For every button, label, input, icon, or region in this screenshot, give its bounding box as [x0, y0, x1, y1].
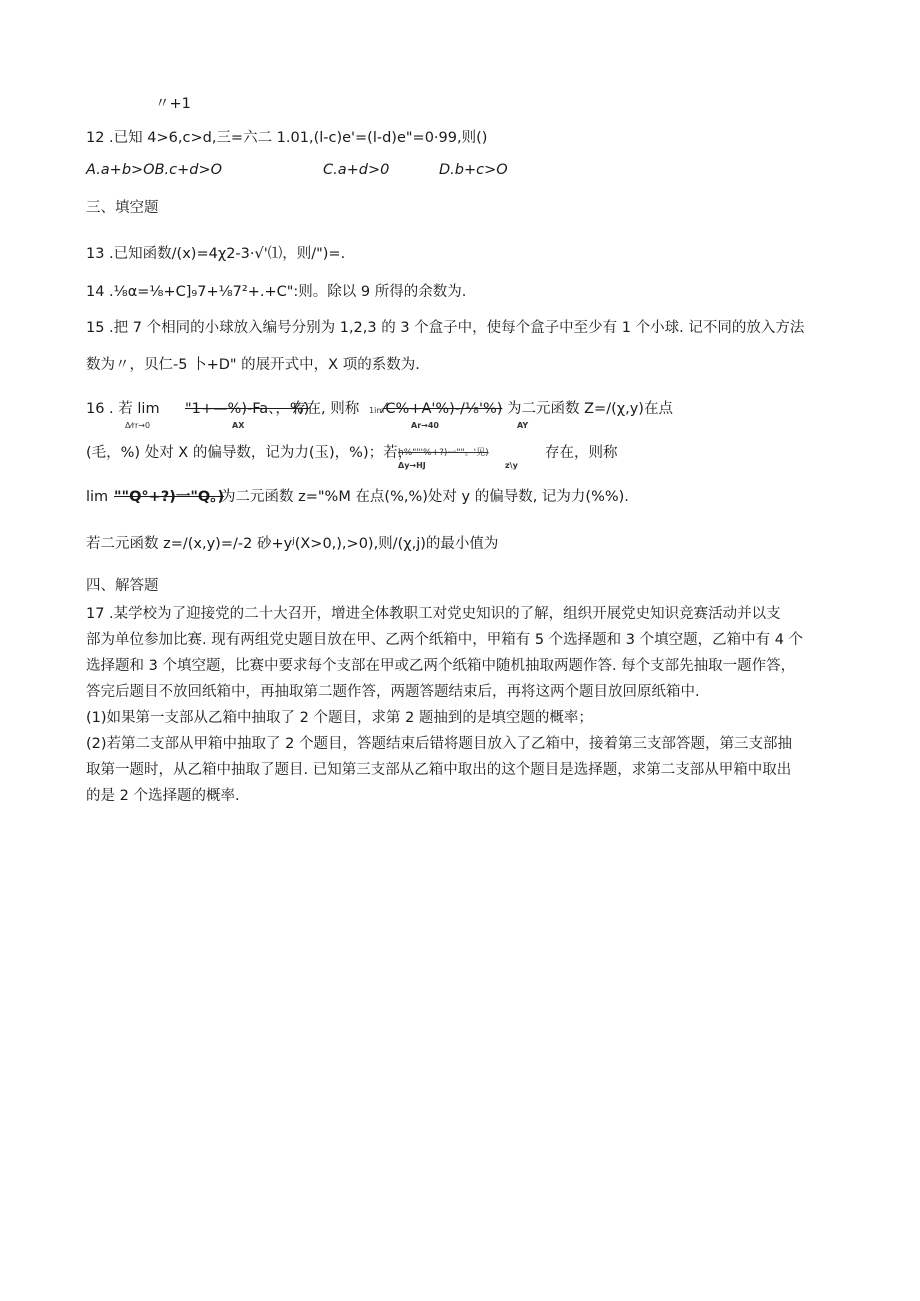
q16-sub-6: z\y	[505, 461, 518, 470]
q16-line1-a: 16 . 若 lim	[86, 401, 160, 417]
q16-sub-1: Δ⁄rr→0	[125, 421, 151, 430]
q16-sub-5: Δy→HJ	[398, 461, 426, 470]
q16-sub-3: Ar→40	[411, 421, 439, 430]
question-12-option-d: D.b+c>O	[439, 162, 508, 178]
q17-line-1: 17 .某学校为了迎接党的二十大召开，增进全体教职工对党史知识的了解，组织开展党史知识竞赛活动并以支	[86, 606, 781, 622]
q16-line2-c: 存在，则称	[545, 445, 618, 461]
question-14: 14 .⅛α=⅛+C]₉7+⅛7²+.+C":则。除以 9 所得的余数为.	[86, 284, 467, 300]
section-heading-fill-in: 三、填空题	[86, 200, 159, 216]
q17-part-2-line-3: 的是 2 个选择题的概率.	[86, 788, 240, 804]
q17-line-4: 答完后题目不放回纸箱中，再抽取第二题作答，两题答题结束后，再将这两个题目放回原纸箱中.	[86, 684, 700, 700]
q16-line1-b: "1+—%)-Fa、，%)	[185, 401, 310, 417]
q17-line-2: 部为单位参加比赛. 现有两组党史题目放在甲、乙两个纸箱中，甲箱有 5 个选择题和 3 个填空题，乙箱中有 4 个	[86, 632, 804, 648]
q16-line1-e: ⁄C%+A'%)-∕⅛'%)	[383, 401, 503, 417]
q17-part-1: (1)如果第一支部从乙箱中抽取了 2 个题目，求第 2 题抽到的是填空题的概率；	[86, 710, 593, 726]
q17-line-3: 选择题和 3 个填空题，比赛中要求每个支部在甲或乙两个纸箱中随机抽取两题作答. 每个支部先抽取一题作答，	[86, 658, 796, 674]
q16-line4: 若二元函数 z=/(x,y)=/-2 砂+yʲ(X>0,),>0),则/(χ,j)的最小值为	[86, 536, 499, 552]
section-heading-solutions: 四、解答题	[86, 578, 159, 594]
q16-sub-4: AY	[517, 421, 529, 430]
q16-line2-b: h%""'%+?)一""。'见)	[398, 448, 489, 458]
q16-sub-2: AX	[232, 421, 245, 430]
q16-line1-c: 存在, 则称	[292, 401, 360, 417]
question-12-stem: 12 .已知 4>6,c>d,三=六二 1.01,(l-c)e'=(l-d)e"=0·99,则()	[86, 130, 488, 146]
question-13: 13 .已知函数/(x)=4χ2-3·√'⑴，则/")=.	[86, 246, 346, 262]
q16-line2-a: (毛，%) 处对 X 的偏导数，记为力(玉)，%)；若，	[86, 445, 413, 461]
q16-line3-a: lim	[86, 489, 109, 505]
question-12-option-ab: A.a+b>OB.c+d>O	[86, 162, 223, 178]
question-15-line-2: 数为〃，贝仁-5 卜+D" 的展开式中，X 项的系数为.	[86, 357, 420, 373]
q16-line3-b: ""Q°+?)一"Q。)	[114, 489, 225, 505]
q17-part-2-line-1: (2)若第二支部从甲箱中抽取了 2 个题目，答题结束后错将题目放入了乙箱中，接着第三支部答题，第三支部抽	[86, 736, 792, 752]
question-15-line-1: 15 .把 7 个相同的小球放入编号分别为 1,2,3 的 3 个盒子中，使每个盒子中至少有 1 个小球. 记不同的放入方法	[86, 320, 805, 336]
q17-part-2-line-2: 取第一题时，从乙箱中抽取了题目. 已知第三支部从乙箱中取出的这个题目是选择题，求第二支部从甲箱中取出	[86, 762, 792, 778]
question-12-option-c: C.a+d>0	[323, 162, 390, 178]
q16-line1-d: 1im	[369, 406, 385, 415]
q16-line3-c: 为二元函数 z="%M 在点(%,%)处对 y 的偏导数, 记为力(%%).	[221, 489, 629, 505]
q16-line1-f: 为二元函数 Z=/(χ,y)在点	[507, 401, 673, 417]
fragment-top: 〃+1	[155, 96, 191, 112]
